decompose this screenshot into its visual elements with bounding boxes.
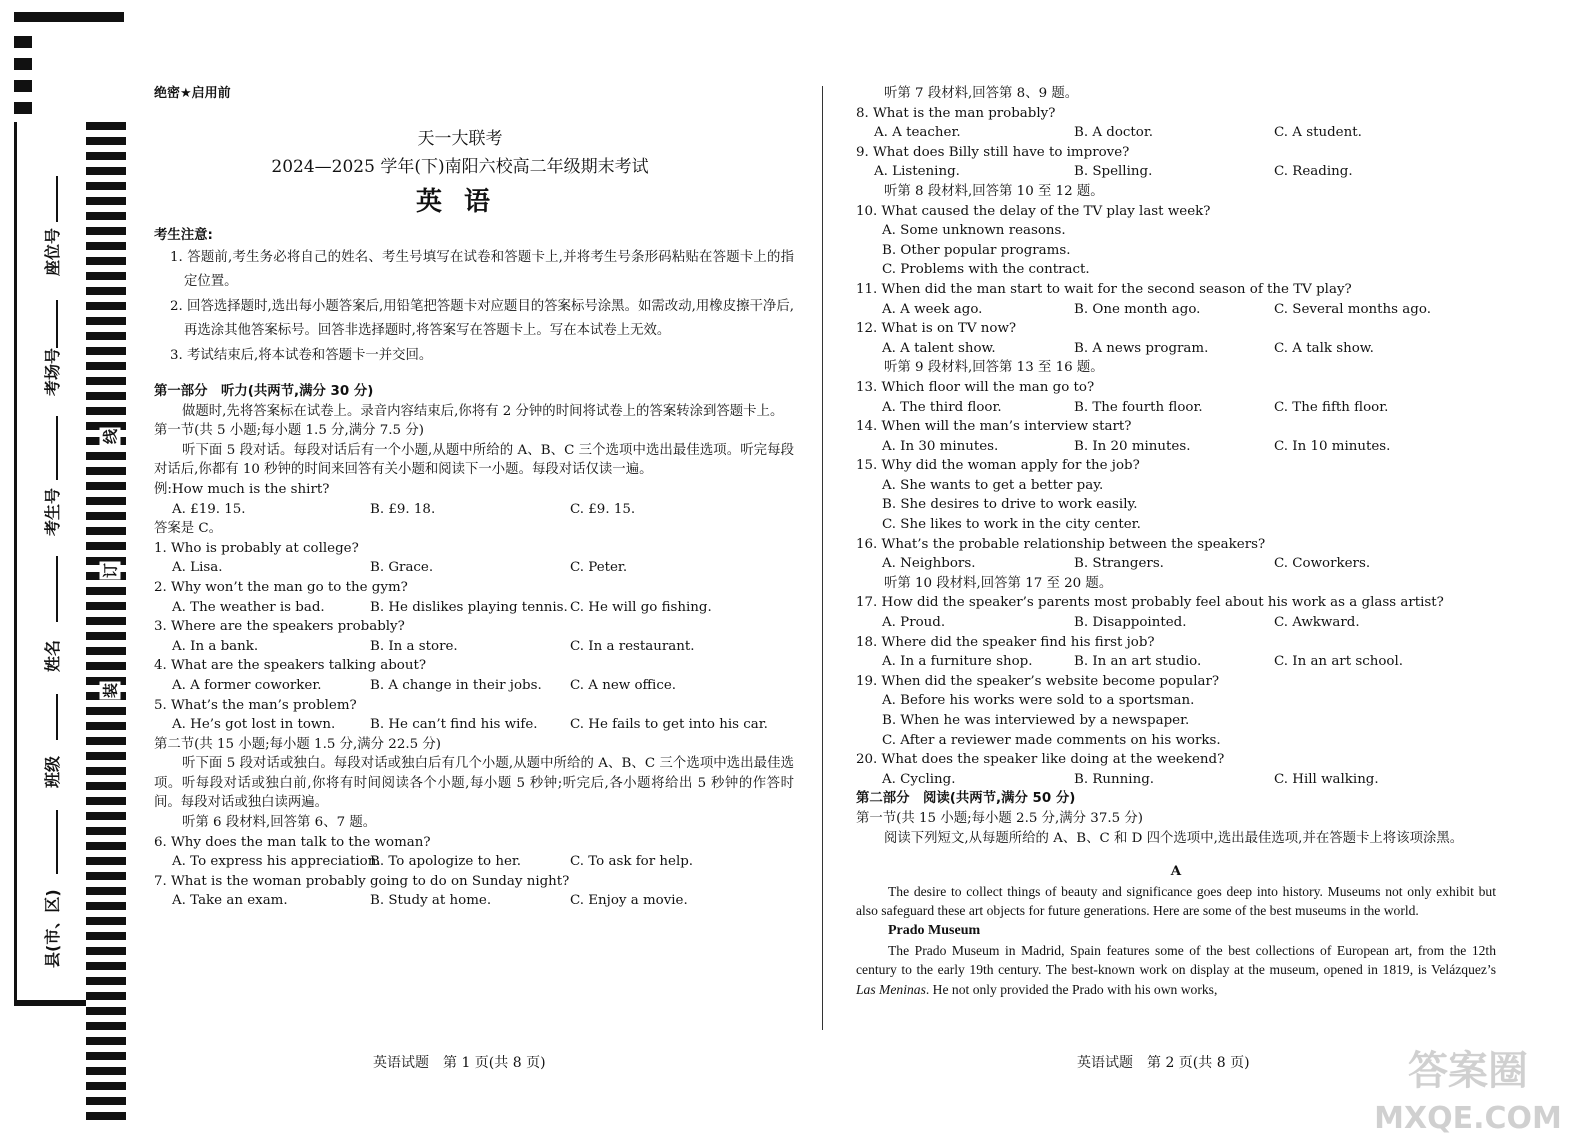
passage-text: The Prado Museum in Madrid, Spain features some of the best collections of European art, from the 12th century to the early 19th century. The best-known work on display at the museum, opened in 1819, is Velázquez’s — [856, 942, 1496, 978]
option: C. A talk show. — [1274, 340, 1374, 356]
option: B. A doctor. — [1074, 125, 1154, 141]
option: C. To ask for help. — [570, 854, 694, 870]
option-row — [856, 398, 1496, 418]
option: C. The fifth floor. — [1274, 399, 1389, 415]
question-stem: 17. How did the speaker’s parents most probably feel about his work as a glass artist? — [856, 595, 1444, 611]
option: A. A former coworker. — [172, 677, 322, 693]
bind-mark-staple: 订 — [101, 563, 120, 579]
field-line — [56, 694, 58, 740]
part2-section1-heading: 第一节(共 15 小题;每小题 2.5 分,满分 37.5 分) — [856, 810, 1143, 826]
option: C. £9. 15. — [570, 501, 636, 517]
option-row — [154, 637, 794, 657]
material-heading: 听第 8 段材料,回答第 10 至 12 题。 — [884, 183, 1104, 199]
example-answer: 答案是 C。 — [154, 521, 223, 537]
prado-heading: Prado Museum — [888, 922, 981, 938]
question-stem: 4. What are the speakers talking about? — [154, 658, 427, 674]
option-row — [856, 339, 1496, 359]
exam-title: 2024—2025 学年(下)南阳六校高二年级期末考试 — [271, 157, 649, 178]
question-stem: 14. When will the man’s interview start? — [856, 419, 1132, 435]
example-question: 例:How much is the shirt? — [154, 481, 330, 497]
option-row — [154, 558, 794, 578]
question-list — [856, 378, 1496, 574]
option: C. He fails to get into his car. — [570, 717, 768, 733]
material-heading: 听第 10 段材料,回答第 17 至 20 题。 — [884, 575, 1113, 591]
option: C. In a restaurant. — [570, 638, 695, 654]
option: C. Several months ago. — [1274, 301, 1431, 317]
option: B. When he was interviewed by a newspaper. — [882, 713, 1190, 728]
option: C. She likes to work in the city center. — [882, 517, 1141, 533]
passage-paragraph — [856, 941, 1496, 1000]
part2-heading: 第二部分 阅读(共两节,满分 50 分) — [856, 791, 1076, 807]
binding-tick — [14, 58, 32, 70]
section2-heading: 第二节(共 15 小题;每小题 1.5 分,满分 22.5 分) — [154, 736, 441, 752]
option: B. Study at home. — [370, 893, 492, 909]
question-list — [856, 202, 1496, 359]
question-stem: 9. What does Billy still have to improve? — [856, 144, 1130, 160]
option: B. £9. 18. — [370, 501, 436, 517]
watermark-bottom: MXQE.COM — [1374, 1101, 1562, 1136]
confidential-label: 绝密★启用前 — [154, 86, 231, 101]
subject-title: 英语 — [415, 186, 512, 217]
option: A. In a bank. — [172, 638, 259, 654]
option: C. Peter. — [570, 560, 628, 576]
page-footer-1: 英语试题 第 1 页(共 8 页) — [373, 1055, 546, 1071]
option: B. He can’t find his wife. — [370, 717, 538, 733]
option: A. He’s got lost in town. — [172, 717, 336, 733]
option: C. Awkward. — [1274, 615, 1360, 631]
material-heading: 听第 6 段材料,回答第 6、7 题。 — [182, 815, 377, 831]
watermark-logo — [1368, 1040, 1568, 1136]
question-stem: 1. Who is probably at college? — [154, 540, 359, 556]
option: B. Other popular programs. — [882, 242, 1071, 258]
part1-intro: 做题时,先将答案标在试卷上。录音内容结束后,你将有 2 分钟的时间将试卷上的答案转涂到答题卡上。 — [182, 403, 784, 419]
question-stem: 13. Which floor will the man go to? — [856, 379, 1095, 395]
question-stem: 2. Why won’t the man go to the gym? — [154, 579, 408, 595]
option-row — [856, 300, 1496, 320]
option: B. The fourth floor. — [1074, 399, 1203, 415]
option: B. He dislikes playing tennis. — [370, 599, 568, 615]
question-list — [856, 104, 1496, 182]
binding-tick — [14, 102, 32, 114]
example-options — [154, 500, 794, 520]
option: B. Strangers. — [1074, 556, 1164, 572]
option: B. Disappointed. — [1074, 615, 1187, 631]
option: B. She desires to drive to work easily. — [882, 497, 1138, 513]
option: A. She wants to get a better pay. — [882, 477, 1104, 493]
option: B. A change in their jobs. — [370, 677, 542, 693]
page-1-column — [154, 84, 794, 911]
exam-org: 天一大联考 — [417, 128, 503, 149]
binding-stripes — [86, 122, 126, 1122]
field-class: 班级 — [43, 755, 62, 788]
field-line — [56, 416, 58, 480]
option-row — [154, 676, 794, 696]
option-row — [154, 598, 794, 618]
option: C. A new office. — [570, 677, 677, 693]
section1-intro: 听下面 5 段对话。每段对话后有一个小题,从题中所给的 A、B、C 三个选项中选出最佳选项。听完每段对话后,你都有 10 秒钟的时间来回答有关小题和阅读下一小题。每段对话仅读一遍。 — [154, 442, 794, 478]
option: B. To apologize to her. — [370, 854, 522, 870]
option: A. Proud. — [882, 615, 946, 631]
question-stem: 5. What’s the man’s problem? — [154, 697, 357, 713]
question-stem: 3. Where are the speakers probably? — [154, 619, 405, 635]
page-footer-2: 英语试题 第 2 页(共 8 页) — [1077, 1055, 1250, 1071]
option: B. Spelling. — [1074, 164, 1153, 180]
passage-label: A — [1170, 863, 1182, 880]
option-row — [856, 652, 1496, 672]
option: B. In an art studio. — [1074, 654, 1202, 670]
field-line — [56, 810, 58, 874]
option: A. A week ago. — [882, 301, 983, 317]
section1-heading: 第一节(共 5 小题;每小题 1.5 分,满分 7.5 分) — [154, 423, 424, 439]
part1-heading: 第一部分 听力(共两节,满分 30 分) — [154, 384, 374, 399]
option-row — [856, 770, 1496, 790]
field-county: 县(市、区) — [43, 889, 62, 968]
option-row — [154, 852, 794, 872]
option: A. Neighbors. — [882, 556, 976, 572]
passage-paragraph: The desire to collect things of beauty and significance goes deep into history. Museums not only exhibit but also safeguard these art objects for future generations. Here are some of the best museums in the world. — [856, 883, 1496, 919]
option: A. Lisa. — [172, 560, 223, 576]
option: B. In 20 minutes. — [1074, 438, 1191, 454]
option-row — [856, 123, 1496, 143]
option-row — [856, 554, 1496, 574]
option: A. Cycling. — [882, 771, 956, 787]
option: A. A talent show. — [882, 340, 996, 356]
option: C. He will go fishing. — [570, 599, 712, 615]
passage-text: . He not only provided the Prado with his own works, — [925, 981, 1218, 997]
artwork-title: Las Meninas — [856, 981, 926, 997]
option: A. In a furniture shop. — [882, 654, 1033, 670]
binding-top-bar — [14, 12, 124, 22]
option: A. Some unknown reasons. — [882, 223, 1066, 239]
notice-heading: 考生注意: — [154, 228, 213, 244]
option-row — [856, 162, 1496, 182]
option: A. In 30 minutes. — [882, 438, 999, 454]
option: B. A news program. — [1074, 340, 1209, 356]
field-name: 姓名 — [43, 639, 62, 672]
question-list — [154, 539, 794, 735]
option: C. Problems with the contract. — [882, 262, 1090, 278]
field-seat: 座位号 — [43, 227, 62, 276]
notice-item: 2. 回答选择题时,选出每小题答案后,用铅笔把答题卡对应题目的答案标号涂黑。如需改动,用橡皮擦干净后,再选涂其他答案标号。回答非选择题时,将答案写在答题卡上。写在本试卷上无效。 — [170, 298, 794, 339]
question-stem: 16. What’s the probable relationship between the speakers? — [856, 536, 1266, 552]
option: C. Reading. — [1274, 164, 1353, 180]
bind-mark-line: 线 — [101, 429, 120, 445]
option-row — [856, 613, 1496, 633]
option: A. Take an exam. — [172, 893, 288, 909]
question-stem: 15. Why did the woman apply for the job? — [856, 458, 1140, 474]
question-stem: 19. When did the speaker’s website become popular? — [856, 673, 1220, 689]
option: A. To express his appreciation. — [172, 854, 381, 870]
option: A. £19. 15. — [172, 501, 246, 517]
question-list — [154, 833, 794, 911]
bind-mark-bind: 装 — [101, 683, 120, 699]
option: B. Grace. — [370, 560, 434, 576]
option: C. In an art school. — [1274, 654, 1403, 670]
question-stem: 6. Why does the man talk to the woman? — [154, 834, 431, 850]
field-candidate-no: 考生号 — [43, 487, 62, 536]
material-heading: 听第 9 段材料,回答第 13 至 16 题。 — [884, 360, 1104, 376]
option: A. A teacher. — [874, 125, 961, 141]
option: C. Enjoy a movie. — [570, 893, 688, 909]
binding-tick — [14, 80, 32, 92]
option: C. Hill walking. — [1274, 771, 1379, 787]
option: C. Coworkers. — [1274, 556, 1371, 572]
question-stem: 18. Where did the speaker find his first job? — [856, 634, 1155, 650]
field-line — [56, 300, 58, 348]
option: C. In 10 minutes. — [1274, 438, 1391, 454]
option-row — [154, 715, 794, 735]
question-stem: 8. What is the man probably? — [856, 105, 1056, 121]
binding-tick — [14, 36, 32, 48]
option: A. The third floor. — [882, 399, 1002, 415]
binding-side-line — [14, 122, 17, 1002]
question-stem: 20. What does the speaker like doing at the weekend? — [856, 752, 1225, 768]
section2-intro: 听下面 5 段对话或独白。每段对话或独白后有几个小题,从题中所给的 A、B、C 三个选项中选出最佳选项。听每段对话或独白前,你将有时间阅读各个小题,每小题 5 秒钟;听完后,各小题将给出 5 秒钟的作答时间。每段对话或独白读两遍。 — [154, 756, 794, 811]
option: B. In a store. — [370, 638, 458, 654]
notice-item: 3. 考试结束后,将本试卷和答题卡一并交回。 — [170, 347, 433, 363]
question-stem: 7. What is the woman probably going to do on Sunday night? — [154, 873, 570, 889]
notice-item: 1. 答题前,考生务必将自己的姓名、考生号填写在试卷和答题卡上,并将考生号条形码粘贴在答题卡上的指定位置。 — [170, 249, 794, 290]
page-2-column — [856, 84, 1496, 999]
question-stem: 10. What caused the delay of the TV play last week? — [856, 203, 1211, 219]
option: A. Before his works were sold to a sportsman. — [882, 693, 1195, 709]
option-row — [856, 437, 1496, 457]
option: B. Running. — [1074, 771, 1155, 787]
option-row — [154, 891, 794, 911]
question-stem: 11. When did the man start to wait for the second season of the TV play? — [856, 281, 1352, 297]
material-heading: 听第 7 段材料,回答第 8、9 题。 — [884, 86, 1079, 101]
field-line — [56, 556, 58, 622]
option: A. The weather is bad. — [172, 599, 325, 615]
option: A. Listening. — [874, 164, 960, 180]
part2-intro: 阅读下列短文,从每题所给的 A、B、C 和 D 四个选项中,选出最佳选项,并在答题卡上将该项涂黑。 — [884, 830, 1464, 846]
option: C. After a reviewer made comments on his works. — [882, 732, 1221, 748]
column-divider — [822, 86, 823, 1030]
watermark-top: 答案圈 — [1408, 1048, 1528, 1094]
field-room: 考场号 — [43, 347, 62, 396]
option: C. A student. — [1274, 125, 1362, 141]
option: B. One month ago. — [1074, 301, 1201, 317]
question-stem: 12. What is on TV now? — [856, 321, 1017, 337]
question-list — [856, 593, 1496, 789]
field-line — [56, 176, 58, 222]
